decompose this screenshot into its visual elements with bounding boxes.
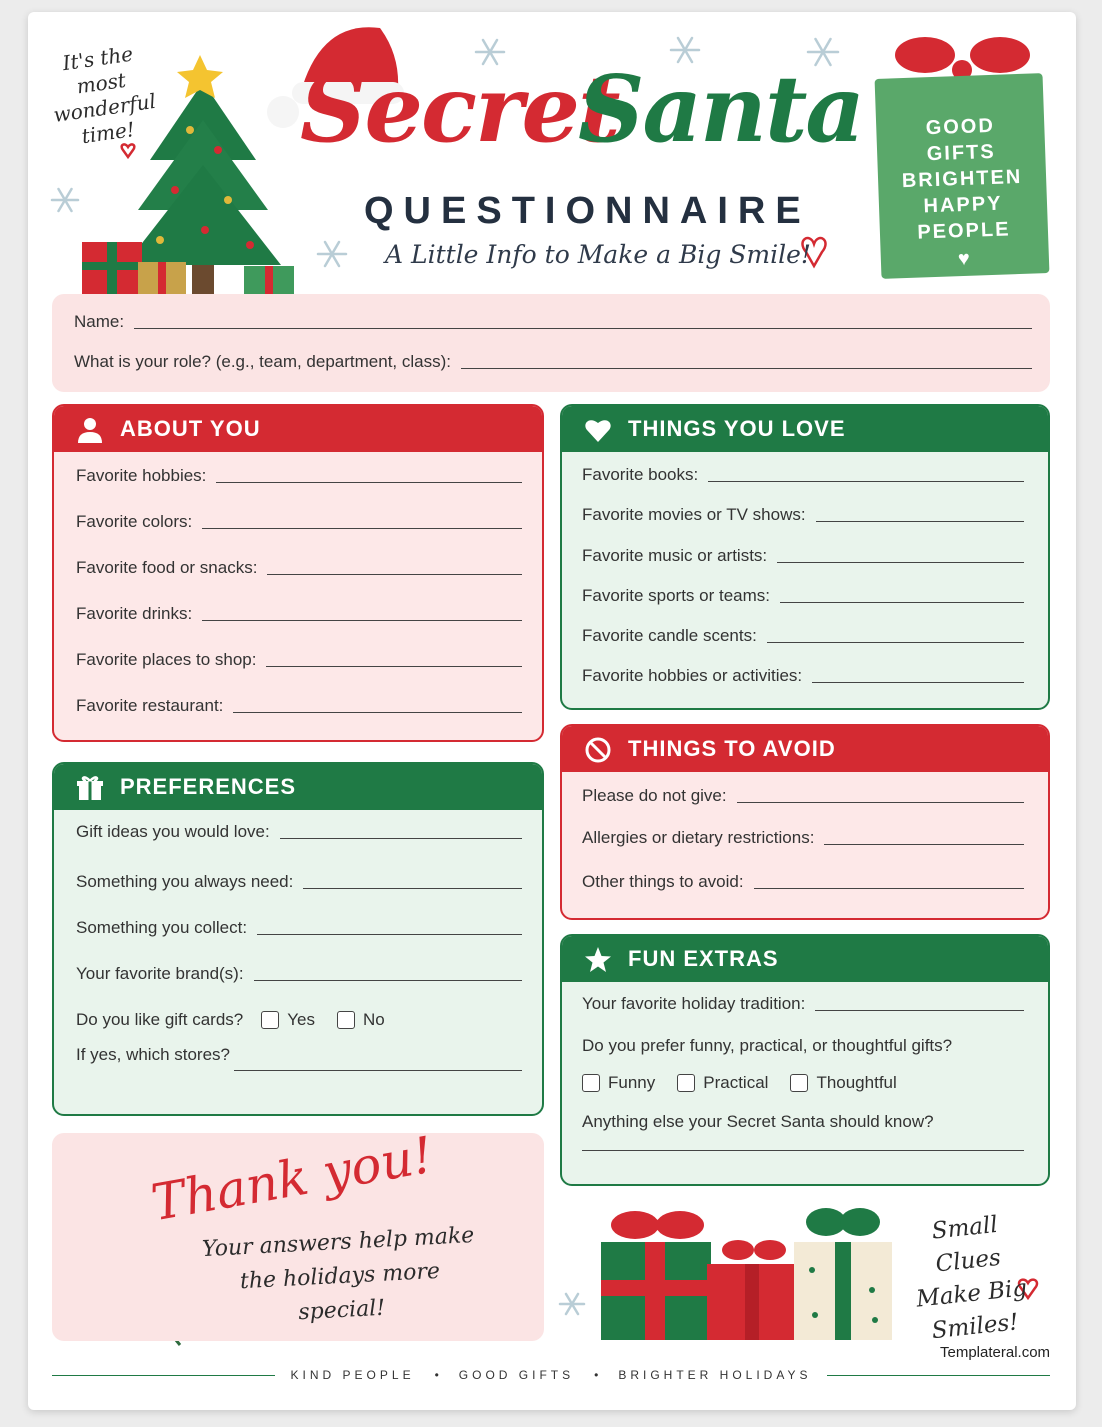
gift-cards-row — [76, 1010, 407, 1030]
answer-line[interactable] — [303, 888, 522, 889]
field-row[interactable] — [76, 558, 522, 578]
field-label: Favorite hobbies: — [76, 466, 207, 485]
which-stores-field[interactable] — [234, 1070, 522, 1074]
field-row[interactable] — [582, 586, 1024, 606]
footer-item: BRIGHTER HOLIDAYS — [618, 1368, 812, 1382]
field-label: Favorite places to shop: — [76, 650, 257, 669]
field-row[interactable] — [76, 964, 522, 984]
answer-line[interactable] — [254, 980, 522, 981]
gift-tag-line: GIFTS — [926, 140, 996, 166]
preferences-header — [54, 764, 542, 810]
field-row[interactable] — [76, 512, 522, 532]
things-you-love-title: THINGS YOU LOVE — [628, 416, 846, 441]
role-label: What is your role? (e.g., team, department, class): — [74, 352, 451, 371]
page-title: QUESTIONNAIRE — [364, 190, 811, 232]
site-credit: Templateral.com — [940, 1344, 1051, 1361]
field-label: Favorite movies or TV shows: — [582, 505, 806, 524]
field-row[interactable] — [76, 918, 522, 938]
field-label: Favorite books: — [582, 465, 699, 484]
footer-item: KIND PEOPLE — [290, 1368, 415, 1382]
field-label: Gift ideas you would love: — [76, 822, 270, 841]
field-row[interactable] — [76, 872, 522, 892]
anything-else-label: Anything else your Secret Santa should know? — [582, 1112, 934, 1131]
answer-line[interactable] — [202, 620, 522, 621]
option-label: Funny — [608, 1073, 656, 1092]
things-you-love-header — [562, 406, 1048, 452]
field-row[interactable] — [582, 786, 1024, 806]
answer-line[interactable] — [816, 521, 1024, 522]
option-label: Thoughtful — [816, 1073, 897, 1092]
title-santa: Santa — [578, 55, 864, 163]
things-to-avoid-header — [562, 726, 1048, 772]
footer-divider — [52, 1375, 275, 1376]
field-row[interactable] — [76, 650, 522, 670]
field-label: Please do not give: — [582, 786, 727, 805]
footer-separator: • — [434, 1368, 439, 1382]
gift-tag-line: HAPPY — [923, 192, 1003, 218]
answer-line[interactable] — [777, 562, 1024, 563]
answer-line[interactable] — [267, 574, 522, 575]
field-label: Favorite music or artists: — [582, 546, 768, 565]
field-row[interactable] — [582, 465, 1024, 485]
field-label: Favorite sports or teams: — [582, 586, 771, 605]
option-label: Practical — [703, 1073, 769, 1092]
field-label: Allergies or dietary restrictions: — [582, 828, 815, 847]
intro-box — [52, 294, 1050, 392]
answer-line[interactable] — [812, 682, 1024, 683]
about-you-header — [54, 406, 542, 452]
star-icon — [584, 946, 612, 974]
heart-icon: ♥ — [957, 247, 973, 271]
field-label: Your favorite brand(s): — [76, 964, 244, 983]
answer-line[interactable] — [737, 802, 1024, 803]
field-row[interactable] — [582, 666, 1024, 686]
field-label: Other things to avoid: — [582, 872, 744, 891]
snowflake-icon — [318, 242, 346, 266]
fun-extras-header — [562, 936, 1048, 982]
footer-divider — [827, 1375, 1050, 1376]
gift-icon — [76, 774, 104, 802]
footer-separator: • — [594, 1368, 599, 1382]
name-field[interactable] — [74, 312, 1032, 332]
no-label: No — [362, 1010, 385, 1029]
field-label: Favorite food or snacks: — [76, 558, 258, 577]
thoughtful-checkbox[interactable] — [790, 1074, 808, 1092]
field-row[interactable] — [76, 822, 522, 842]
field-label: Something you collect: — [76, 918, 248, 937]
field-row[interactable] — [582, 505, 1024, 525]
practical-checkbox[interactable] — [677, 1074, 695, 1092]
yes-checkbox[interactable] — [261, 1011, 279, 1029]
role-field[interactable] — [74, 352, 1032, 372]
yes-label: Yes — [287, 1010, 315, 1029]
field-row[interactable] — [582, 546, 1024, 566]
yes-option[interactable] — [261, 1010, 315, 1030]
no-sign-icon — [584, 736, 612, 764]
answer-line[interactable] — [257, 934, 522, 935]
footer-item: GOOD GIFTS — [458, 1368, 575, 1382]
title-secret: Secret — [300, 55, 619, 163]
fun-extras-panel — [560, 934, 1050, 1186]
answer-line[interactable] — [824, 844, 1024, 845]
gift-tag-line: BRIGHTEN — [901, 165, 1023, 193]
funny-option[interactable] — [582, 1073, 655, 1093]
corner-note: It's the most wonderful time! — [52, 41, 158, 149]
tagline: A Little Info to Make a Big Smile! — [385, 240, 811, 269]
answer-line[interactable] — [234, 1070, 522, 1071]
answer-line[interactable] — [815, 1010, 1024, 1011]
role-line[interactable] — [461, 368, 1032, 369]
field-row[interactable] — [582, 872, 1024, 892]
heart-icon — [584, 416, 612, 444]
fun-extras-title: FUN EXTRAS — [628, 946, 779, 971]
answer-line[interactable] — [202, 528, 522, 529]
field-label: Favorite candle scents: — [582, 626, 757, 645]
answer-line[interactable] — [708, 481, 1024, 482]
no-option[interactable] — [337, 1010, 385, 1030]
gift-tag — [875, 73, 1050, 279]
answer-line[interactable] — [233, 712, 522, 713]
gift-cards-question: Do you like gift cards? — [76, 1010, 244, 1029]
field-row[interactable] — [76, 466, 522, 486]
preferences-title: PREFERENCES — [120, 774, 297, 799]
person-icon — [76, 416, 104, 444]
gift-tag-line: PEOPLE — [916, 218, 1011, 244]
snowflake-icon — [52, 189, 78, 211]
answer-line[interactable] — [266, 666, 522, 667]
answer-line[interactable] — [582, 1150, 1024, 1151]
answer-line[interactable] — [767, 642, 1024, 643]
field-row[interactable] — [582, 994, 1024, 1014]
prefer-question: Do you prefer funny, practical, or thoughtful gifts? — [582, 1036, 953, 1055]
answer-line[interactable] — [754, 888, 1024, 889]
gift-boxes-icon — [601, 1208, 892, 1340]
name-line[interactable] — [134, 328, 1032, 329]
about-you-title: ABOUT YOU — [120, 416, 261, 441]
field-label: Favorite colors: — [76, 512, 193, 531]
gift-tag-line: GOOD — [925, 114, 996, 140]
practical-option[interactable] — [677, 1073, 768, 1093]
answer-line[interactable] — [780, 602, 1024, 603]
answer-line[interactable] — [280, 838, 522, 839]
field-row[interactable] — [76, 604, 522, 624]
thank-you-message: Your answers help make the holidays more special! — [201, 1222, 475, 1326]
field-row[interactable] — [582, 828, 1024, 848]
footer — [52, 1366, 1050, 1384]
name-label: Name: — [74, 312, 125, 331]
which-stores-label: If yes, which stores? — [76, 1045, 231, 1064]
field-label: Favorite drinks: — [76, 604, 193, 623]
small-clues-note: Small Clues Make Big Smiles! — [915, 1211, 1029, 1345]
answer-line[interactable] — [216, 482, 522, 483]
no-checkbox[interactable] — [337, 1011, 355, 1029]
gift-type-options — [582, 1073, 919, 1093]
snowflake-icon — [560, 1294, 584, 1314]
things-to-avoid-title: THINGS TO AVOID — [628, 736, 836, 761]
field-label: Something you always need: — [76, 872, 294, 891]
field-label: Your favorite holiday tradition: — [582, 994, 806, 1013]
field-label: Favorite restaurant: — [76, 696, 224, 715]
anything-else-field[interactable] — [582, 1150, 1024, 1154]
thoughtful-option[interactable] — [790, 1073, 896, 1093]
field-row[interactable] — [76, 696, 522, 716]
field-label: Favorite hobbies or activities: — [582, 666, 803, 685]
funny-checkbox[interactable] — [582, 1074, 600, 1092]
field-row[interactable] — [582, 626, 1024, 646]
thank-you-title: Thank you! — [147, 1125, 438, 1233]
